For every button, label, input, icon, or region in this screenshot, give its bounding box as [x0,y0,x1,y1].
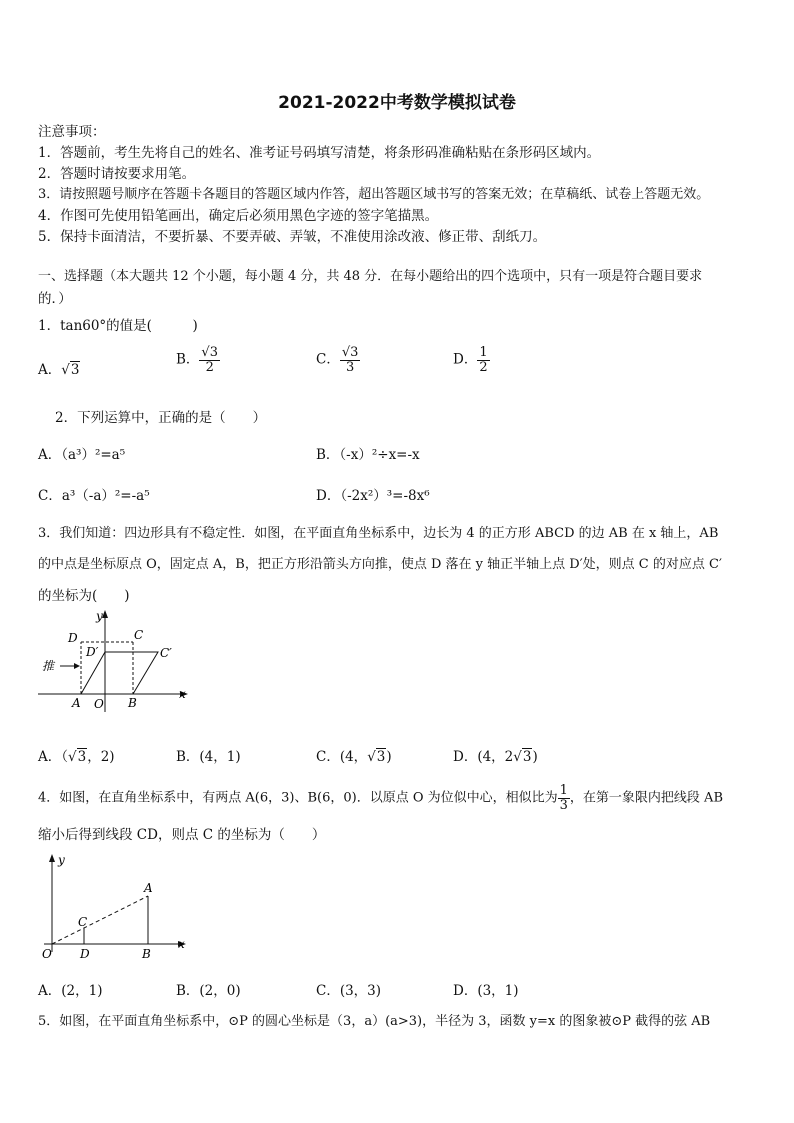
point-label-B: B [128,696,137,710]
point-label-O: O [94,697,104,711]
q4-option-a: A．(2，1) [38,983,103,999]
q3-stem-line: 3．我们知道：四边形具有不稳定性．如图，在平面直角坐标系中，边长为 4 的正方形 ABCD 的边 AB 在 x 轴上，AB [38,526,719,541]
point-label-A: A [72,696,81,710]
axis-label-x: x [178,937,185,951]
q4-option-d: D．(3，1) [453,983,519,999]
axis-label-y: y [96,609,103,623]
q1-stem: 1．tan60°的值是( ) [38,318,198,334]
notice-item: 2．答题时请按要求用笔。 [38,166,196,182]
point-label-C: C [134,628,144,642]
q3-option-d: D．(4，2√3) [453,749,538,765]
point-label-O: O [42,947,52,961]
section-heading-cont: 的．） [38,291,72,307]
q3-option-a: A．（√3，2) [38,749,115,765]
q4-stem-line: 缩小后得到线段 CD，则点 C 的坐标为（ ） [38,827,326,843]
q1-option-c: C． $\frac{√3}{3}$ [316,345,359,375]
q1-option-d: D． $\frac{1}{2}$ [453,345,488,375]
notice-heading: 注意事项： [38,124,106,140]
q3-option-c: C．(4，√3) [316,749,392,765]
point-label-C-prime: C′ [160,646,172,660]
point-label-C: C [78,915,88,929]
notice-item: 1．答题前，考生先将自己的姓名、准考证号码填写清楚，将条形码准确粘贴在条形码区域内。 [38,145,601,161]
q3-stem-line: 的中点是坐标原点 O，固定点 A，B，把正方形沿箭头方向推，使点 D 落在 y 轴正半轴上点 D′处，则点 C 的对应点 C′ [38,557,722,572]
q5-stem-line: 5．如图，在平面直角坐标系中，⊙P 的圆心坐标是（3，a）(a>3)，半径为 3，函数 y=x 的图象被⊙P 截得的弦 AB [38,1014,711,1029]
q4-stem-line: 4．如图，在直角坐标系中，有两点 A(6，3)、B(6，0)．以原点 O 为位似中心，相似比为 $\frac{1}{3}$ ，在第一象限内把线段 AB [38,783,723,813]
notice-item: 3．请按照题号顺序在答题卡各题目的答题区域内作答，超出答题区域书写的答案无效；在草稿纸、试卷上答题无效。 [38,187,710,202]
q4-option-c: C．(3，3) [316,983,382,999]
q1-option-a: A．√3 [38,362,80,378]
section-heading: 一、选择题（本大题共 12 个小题，每小题 4 分，共 48 分．在每小题给出的四个选项中，只有一项是符合题目要求 [38,269,703,284]
q2-option-d: D．（-2x²）³=-8x⁶ [316,488,430,504]
point-label-A: A [144,881,153,895]
q3-option-b: B．(4，1) [176,749,241,765]
axis-label-x: x [179,687,186,701]
point-label-B: B [142,947,151,961]
axis-label-y: y [58,853,65,867]
q3-stem-line: 的坐标为( ) [38,588,130,604]
q4-option-b: B．(2，0) [176,983,241,999]
point-label-D-prime: D′ [86,645,99,659]
push-label: 推 [42,659,55,673]
q4-figure [38,852,188,962]
page-title: 2021-2022中考数学模拟试卷 [278,93,516,113]
point-label-D: D [68,631,78,645]
q2-option-b: B．（-x）²÷x=-x [316,447,420,463]
point-label-D: D [80,947,90,961]
q2-option-c: C．a³（-a）²=-a⁵ [38,488,150,504]
notice-item: 5．保持卡面清洁，不要折暴、不要弄破、弄皱，不准使用涂改液、修正带、刮纸刀。 [38,229,547,245]
q1-option-b: B． $\frac{√3}{2}$ [176,345,218,375]
q2-option-a: A．（a³）²=a⁵ [38,447,126,463]
q3-figure [38,606,198,714]
notice-item: 4．作图可先使用铅笔画出，确定后必须用黑色字迹的签字笔描黑。 [38,208,439,224]
q2-stem: 2．下列运算中，正确的是（ ） [55,410,267,426]
